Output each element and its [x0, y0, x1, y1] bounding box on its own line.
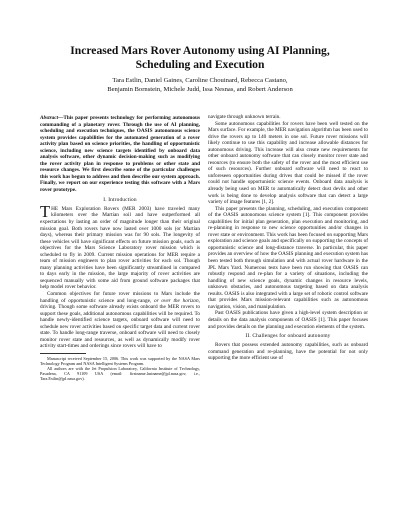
- section-heading-introduction: I. Introduction: [103, 196, 137, 203]
- abstract-lead: Abstract: [40, 115, 59, 121]
- drop-cap: T: [40, 202, 51, 222]
- title-line-2: Scheduling and Execution: [135, 58, 265, 71]
- author-list: [0, 76, 400, 95]
- footnote-divider: [40, 353, 86, 354]
- abstract-paragraph: [40, 115, 200, 194]
- footnotes: [40, 356, 200, 381]
- section-heading-challenges: II. Challenges for onboard autonomy: [245, 333, 331, 340]
- intro-paragraph-1-text: HE Mars Exploration Rovers (MER 2003) have traveled many kilometers over the Martian soil and have outperformed all expectations by lasting an order of magnitude longer than their original mission goal. Both rovers have now lasted over 1000 sols (or Martian days), whereas their primary mission was for 90 sols. The longevity of these vehicles will have significant effects on future mission goals, such as objectives for the Mars Science Laboratory rover mission which is scheduled to fly in 2009. Current mission operations for MER require a team of mission engineers to plan rover activities for each sol. Though many planning activities have been significantly streamlined in compared to days early in the mission, the large majority of rover activities are sequenced manually with some aid from ground software packages that help model rover behavior.: [40, 205, 200, 291]
- right-paragraph-0: navigate through unknown terrain.: [208, 114, 281, 120]
- right-column: [208, 114, 368, 362]
- abstract: [40, 115, 200, 194]
- footnote-2: All authors are with the Jet Propulsion Laboratory, California Institute of Technology, Pasadena, CA 91109 USA (email: firstname.lastname@jpl.nasa.gov, i.e., Tara.Estlin@jpl.nasa.gov).: [40, 366, 200, 382]
- right-paragraph-2: This paper presents the planning, scheduling, and execution component of the OASIS autonomous science system [1]. This component provides capabilities for initial plan generation, plan execution and monitoring, and re-planning in response to new science opportunities and/or changes in rover state or environment. This work has been focused on supporting Mars exploration and science goals and specifically on supporting the concepts of opportunistic science and long-distance traverse. In particular, this paper provides an overview of how the OASIS planning and execution system has been tested both through simulation and with actual rover hardware in the JPL Mars Yard. Numerous tests have been run showing that OASIS can robustly respond and re-plan for a variety of situations, including the handling of new science goals, dynamic changes in resource levels, unknown obstacles, and autonomous targeting based on data analysis results. OASIS is also integrated with a large set of robotic control software that provides Mars mission-relevant capabilities such as autonomous navigation, vision, and manipulation.: [208, 205, 368, 310]
- intro-paragraph-2-emphasis: or over the horizon: [153, 297, 199, 304]
- intro-paragraph-1: [40, 202, 200, 291]
- footnote-1: Manuscript received September 15, 2006. This work was supported by the NASA Mars Technology Program and NASA Intelligent Systems Program.: [40, 355, 200, 367]
- paper-title: [0, 44, 400, 72]
- intro-paragraph-2-end: , driving. Though some software already exists onboard the MER rovers to support these goals, additional autonomous capabilities will be required. To handle newly-identified science targets, onboard software will need to schedule new rover activities based on specific target data and current rover state. To handle long-range traverse, onboard software will need to closely monitor rover state and resources, as well as dynamically modify rover activity start-times and orderings since rovers will have to: [40, 297, 200, 350]
- authors-line-2: Benjamin Bornstein, Michele Judd, Issa Nesnas, and Robert Anderson: [107, 86, 293, 94]
- intro-paragraph-2: [40, 291, 200, 350]
- authors-line-1: Tara Estlin, Daniel Gaines, Caroline Chouinard, Rebecca Castano,: [112, 77, 288, 84]
- title-line-1: Increased Mars Rover Autonomy using AI Planning,: [70, 44, 330, 57]
- intro-paragraph-2-start: Common objectives for future rover missions to Mars include the handling of opportunistic science and long-range,: [40, 291, 200, 304]
- abstract-text: —This paper presents technology for performing autonomous commanding of a planetary rover. Through the use of AI planning, scheduling and execution techniques, the OASIS autonomous science system provides capabilities for the automated generation of a rover activity plan based on science priorities, the handling of opportunistic science, including new science targets identified by onboard data analysis software, other dynamic decision-making such as modifying the rover activity plan in response to problems or other state and resource changes. We first describe some of the particular challenges this work has begun to address and then describe our system approach. Finally, we report on our experience testing this software with a Mars rover prototype.: [40, 115, 200, 194]
- left-column: [40, 115, 200, 381]
- right-paragraph-4: Rovers that possess extended autonomy capabilities, such as onboard command generation and re-planning, have the potential for not only supporting the more efficient use of: [208, 342, 368, 362]
- right-paragraph-1: Some autonomous capabilities for rovers have been well tested on the Mars surface. For example, the MER navigation algorithm has been used to drive the rovers up to 140 meters in one sol. Future rover missions will likely continue to use this capability and increase allowable distances for autonomous driving. This increase will also create new requirements for other onboard autonomy software that can closely monitor rover state and resources (to ensure both the safety of the rover and the most efficient use of such resources). Further onboard software will need to react to unforeseen opportunities during drives that could be missed if the rover could not handle opportunistic science events. Onboard data analysis is already being used on MER to automatically detect dust devils and other work is being done to develop analysis software that can detect a large variety of image features [1, 2].: [208, 120, 368, 206]
- right-paragraph-3: Past OASIS publications have given a high-level system description or details on the data analysis components of OASIS [1]. This paper focuses and provides details on the planning and execution elements of the system.: [208, 310, 368, 330]
